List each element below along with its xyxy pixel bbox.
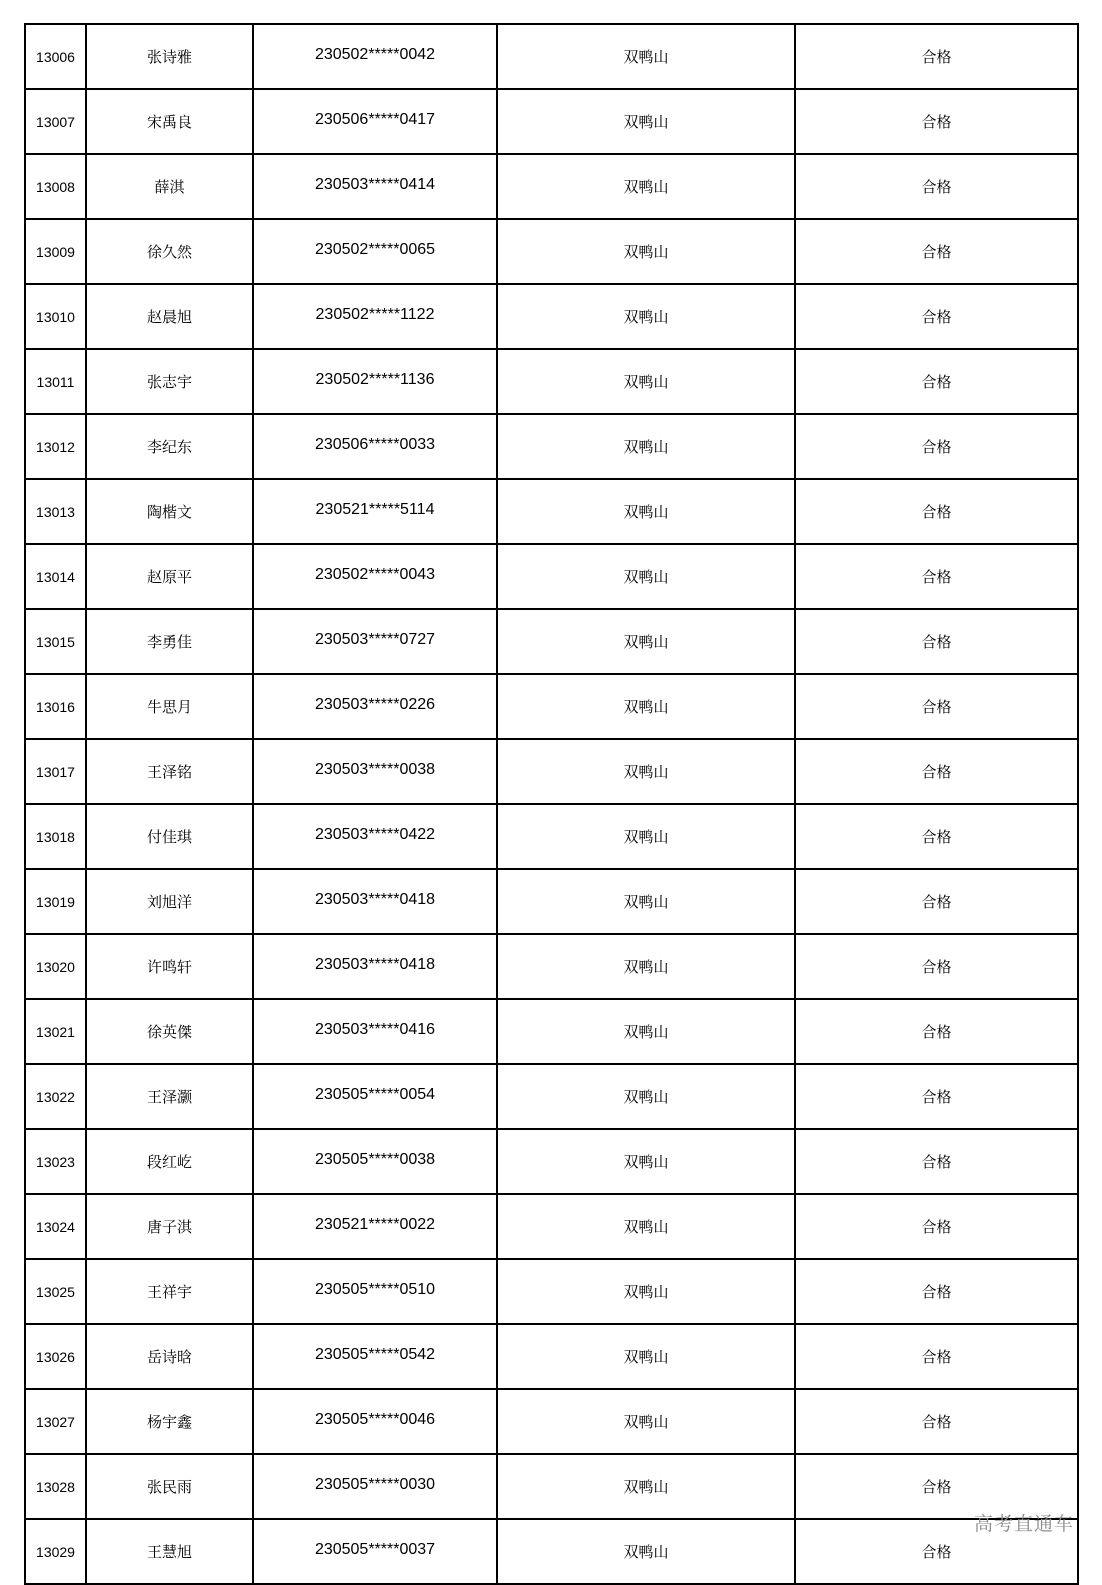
cell-result: 合格 [795,609,1078,674]
cell-result: 合格 [795,1519,1078,1584]
table-row [25,24,1078,89]
table-row [25,89,1078,154]
cell-id-card: 230503*****0414 [253,154,497,219]
cell-name: 张志宇 [86,349,253,414]
cell-result: 合格 [795,349,1078,414]
cell-name: 张民雨 [86,1454,253,1519]
cell-id-card: 230505*****0038 [253,1129,497,1194]
cell-id-card: 230505*****0510 [253,1259,497,1324]
cell-result: 合格 [795,89,1078,154]
cell-id-card: 230502*****1136 [253,349,497,414]
cell-exam-number: 13006 [25,24,86,89]
cell-name: 赵晨旭 [86,284,253,349]
table-row [25,1454,1078,1519]
table-row [25,284,1078,349]
cell-region: 双鸭山 [497,1129,795,1194]
cell-name: 唐子淇 [86,1194,253,1259]
cell-region: 双鸭山 [497,24,795,89]
cell-result: 合格 [795,739,1078,804]
cell-id-card: 230503*****0418 [253,934,497,999]
cell-region: 双鸭山 [497,89,795,154]
table-row [25,934,1078,999]
cell-id-card: 230502*****0042 [253,24,497,89]
cell-id-card: 230521*****0022 [253,1194,497,1259]
cell-region: 双鸭山 [497,1064,795,1129]
cell-id-card: 230502*****1122 [253,284,497,349]
cell-region: 双鸭山 [497,414,795,479]
cell-exam-number: 13008 [25,154,86,219]
cell-name: 徐久然 [86,219,253,284]
cell-exam-number: 13024 [25,1194,86,1259]
cell-region: 双鸭山 [497,1194,795,1259]
cell-name: 王慧旭 [86,1519,253,1584]
cell-exam-number: 13029 [25,1519,86,1584]
cell-name: 赵原平 [86,544,253,609]
cell-exam-number: 13012 [25,414,86,479]
cell-region: 双鸭山 [497,154,795,219]
cell-result: 合格 [795,1194,1078,1259]
cell-id-card: 230521*****5114 [253,479,497,544]
table-row [25,739,1078,804]
cell-region: 双鸭山 [497,1389,795,1454]
cell-name: 许鸣轩 [86,934,253,999]
cell-region: 双鸭山 [497,674,795,739]
table-row [25,804,1078,869]
cell-exam-number: 13018 [25,804,86,869]
cell-result: 合格 [795,804,1078,869]
cell-result: 合格 [795,544,1078,609]
cell-region: 双鸭山 [497,1454,795,1519]
cell-result: 合格 [795,1324,1078,1389]
cell-name: 岳诗晗 [86,1324,253,1389]
cell-exam-number: 13016 [25,674,86,739]
cell-result: 合格 [795,479,1078,544]
cell-name: 杨宇鑫 [86,1389,253,1454]
cell-name: 李纪东 [86,414,253,479]
cell-id-card: 230503*****0038 [253,739,497,804]
cell-region: 双鸭山 [497,609,795,674]
cell-exam-number: 13010 [25,284,86,349]
cell-exam-number: 13009 [25,219,86,284]
cell-result: 合格 [795,1454,1078,1519]
cell-region: 双鸭山 [497,284,795,349]
cell-region: 双鸭山 [497,219,795,284]
cell-name: 张诗雅 [86,24,253,89]
table-row [25,869,1078,934]
cell-exam-number: 13020 [25,934,86,999]
cell-exam-number: 13021 [25,999,86,1064]
cell-region: 双鸭山 [497,544,795,609]
results-table [24,23,1079,1585]
cell-result: 合格 [795,1129,1078,1194]
table-row [25,674,1078,739]
cell-result: 合格 [795,999,1078,1064]
cell-id-card: 230503*****0226 [253,674,497,739]
cell-exam-number: 13011 [25,349,86,414]
cell-region: 双鸭山 [497,1519,795,1584]
cell-region: 双鸭山 [497,349,795,414]
cell-name: 王祥宇 [86,1259,253,1324]
table-row [25,1519,1078,1584]
cell-id-card: 230506*****0033 [253,414,497,479]
cell-exam-number: 13017 [25,739,86,804]
cell-id-card: 230503*****0727 [253,609,497,674]
cell-exam-number: 13023 [25,1129,86,1194]
cell-exam-number: 13026 [25,1324,86,1389]
cell-id-card: 230502*****0065 [253,219,497,284]
table-row [25,414,1078,479]
cell-id-card: 230502*****0043 [253,544,497,609]
cell-region: 双鸭山 [497,1324,795,1389]
cell-result: 合格 [795,24,1078,89]
table-row [25,1324,1078,1389]
cell-exam-number: 13028 [25,1454,86,1519]
cell-name: 薛淇 [86,154,253,219]
cell-result: 合格 [795,284,1078,349]
cell-result: 合格 [795,1389,1078,1454]
cell-exam-number: 13007 [25,89,86,154]
cell-name: 李勇佳 [86,609,253,674]
table-row [25,1259,1078,1324]
watermark-text: 高考直通车 [973,1513,1074,1535]
table-row [25,479,1078,544]
cell-exam-number: 13019 [25,869,86,934]
cell-exam-number: 13013 [25,479,86,544]
cell-result: 合格 [795,414,1078,479]
cell-exam-number: 13022 [25,1064,86,1129]
cell-name: 徐英傑 [86,999,253,1064]
cell-exam-number: 13015 [25,609,86,674]
cell-region: 双鸭山 [497,804,795,869]
cell-region: 双鸭山 [497,479,795,544]
table-row [25,1389,1078,1454]
cell-name: 段红屹 [86,1129,253,1194]
cell-id-card: 230503*****0422 [253,804,497,869]
cell-id-card: 230505*****0030 [253,1454,497,1519]
cell-name: 陶楷文 [86,479,253,544]
cell-region: 双鸭山 [497,869,795,934]
cell-name: 王泽灏 [86,1064,253,1129]
cell-id-card: 230505*****0037 [253,1519,497,1584]
cell-exam-number: 13025 [25,1259,86,1324]
table-row [25,1064,1078,1129]
cell-exam-number: 13027 [25,1389,86,1454]
cell-id-card: 230503*****0416 [253,999,497,1064]
cell-result: 合格 [795,934,1078,999]
cell-id-card: 230506*****0417 [253,89,497,154]
results-table-body [25,24,1078,1584]
cell-result: 合格 [795,1064,1078,1129]
cell-result: 合格 [795,154,1078,219]
cell-name: 刘旭洋 [86,869,253,934]
table-row [25,1129,1078,1194]
cell-result: 合格 [795,1259,1078,1324]
table-row [25,999,1078,1064]
table-row [25,154,1078,219]
table-row [25,1194,1078,1259]
cell-id-card: 230505*****0542 [253,1324,497,1389]
cell-name: 宋禹良 [86,89,253,154]
cell-name: 王泽铭 [86,739,253,804]
cell-id-card: 230505*****0054 [253,1064,497,1129]
table-row [25,609,1078,674]
cell-region: 双鸭山 [497,739,795,804]
cell-id-card: 230503*****0418 [253,869,497,934]
cell-exam-number: 13014 [25,544,86,609]
cell-name: 付佳琪 [86,804,253,869]
cell-result: 合格 [795,219,1078,284]
cell-region: 双鸭山 [497,934,795,999]
cell-id-card: 230505*****0046 [253,1389,497,1454]
cell-result: 合格 [795,869,1078,934]
cell-region: 双鸭山 [497,999,795,1064]
table-row [25,219,1078,284]
cell-region: 双鸭山 [497,1259,795,1324]
cell-name: 牛思月 [86,674,253,739]
table-row [25,349,1078,414]
table-row [25,544,1078,609]
cell-result: 合格 [795,674,1078,739]
